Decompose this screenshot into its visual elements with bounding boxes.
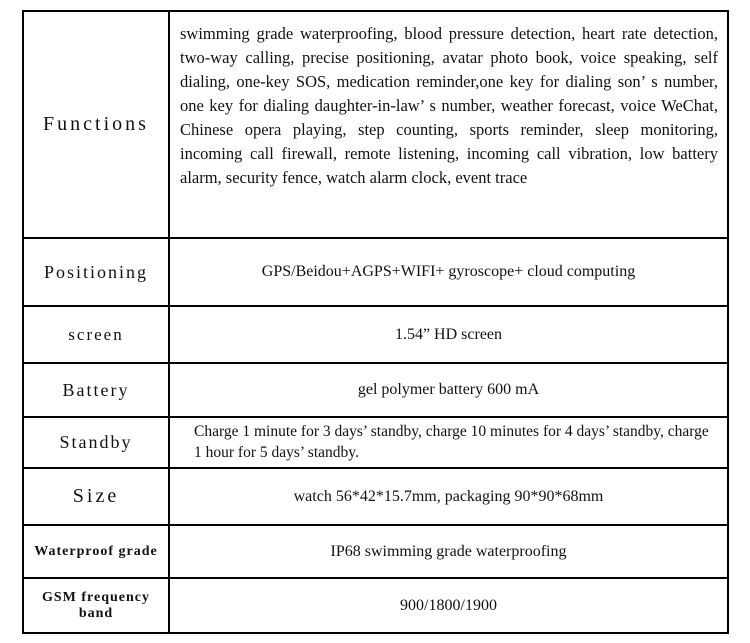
spec-row-gsm-frequency-band <box>24 579 727 632</box>
row-label-waterproof-grade: Waterproof grade <box>24 526 170 577</box>
spec-row-functions <box>24 12 727 239</box>
row-value-screen: 1.54” HD screen <box>394 325 503 343</box>
spec-row-waterproof-grade <box>24 526 727 579</box>
row-label-gsm-frequency-band: GSM frequency band <box>24 579 170 632</box>
spec-row-size <box>24 469 727 526</box>
row-label-functions: Functions <box>24 12 170 237</box>
row-value-gsm-frequency-band: 900/1800/1900 <box>400 596 497 614</box>
row-label-positioning: Positioning <box>24 239 170 305</box>
spec-row-standby <box>24 418 727 469</box>
row-label-screen: screen <box>24 307 170 362</box>
spec-row-positioning <box>24 239 727 307</box>
spec-table <box>22 10 729 634</box>
spec-row-screen <box>24 307 727 364</box>
spec-row-battery <box>24 364 727 418</box>
row-value-waterproof-grade: IP68 swimming grade waterproofing <box>330 542 567 560</box>
row-value-battery: gel polymer battery 600 mA <box>357 381 540 399</box>
row-value-positioning: GPS/Beidou+AGPS+WIFI+ gyroscope+ cloud computing <box>261 263 636 281</box>
row-label-standby: Standby <box>24 418 170 467</box>
row-value-size: watch 56*42*15.7mm, packaging 90*90*68mm <box>293 487 604 505</box>
row-label-size: Size <box>24 469 170 524</box>
row-value-standby: Charge 1 minute for 3 days’ standby, charge 10 minutes for 4 days’ standby, charge 1 hour for 5 days’ standby. <box>194 422 709 461</box>
row-label-battery: Battery <box>24 364 170 416</box>
row-value-functions: swimming grade waterproofing, blood pressure detection, heart rate detection, two-way calling, precise positioning, avatar photo book, voice speaking, self dialing, one-key SOS, medication reminder,one key for dialing son’ s number, one key for dialing daughter-in-law’ s number, weather forecast, voice WeChat, Chinese opera playing, step counting, sports reminder, sleep monitoring, incoming call firewall, remote listening, incoming call vibration, low battery alarm, security fence, watch alarm clock, event trace <box>180 24 718 188</box>
